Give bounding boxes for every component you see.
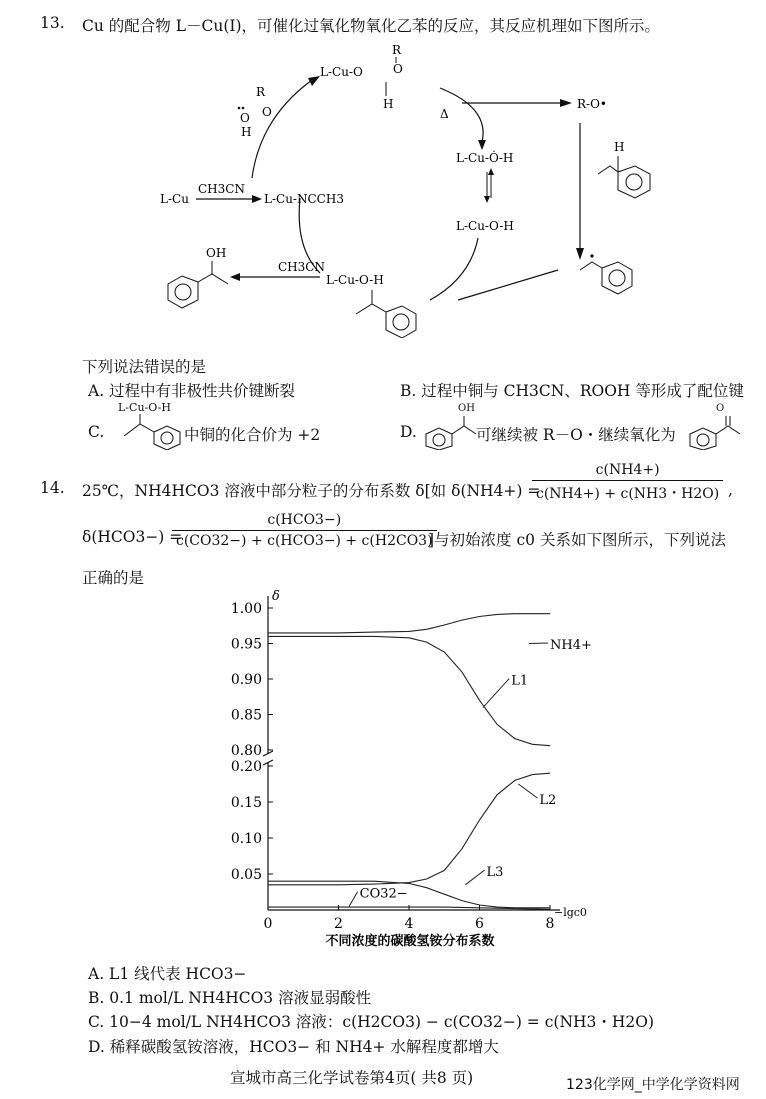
mech-lcu-oh: L-Cu-O-H [456,219,514,233]
x-tick-label: 6 [475,916,484,932]
y-tick-label: 0.05 [230,867,262,883]
q14-option-b[interactable]: B. 0.1 mol/L NH4HCO3 溶液显弱酸性 [88,989,372,1007]
series-label-leader [465,870,484,885]
q14-frac1-numerator: c(NH4+) [532,462,723,481]
q13-option-a[interactable]: A. 过程中有非极性共价键断裂 [88,382,296,400]
q14-option-a[interactable]: A. L1 线代表 HCO3− [88,965,247,983]
series-label-leader [349,892,358,907]
y-tick-label: 1.00 [230,601,262,617]
series-label: L2 [539,793,557,808]
q14-number: 14. [40,479,65,497]
mech-ch3cn-2: CH3CN [278,260,325,274]
x-tick-label: 0 [263,916,273,932]
mech-h-ethylbenzene: H [614,140,625,154]
q14-line3: 正确的是 [82,569,145,587]
q13-option-c-structure [118,414,188,450]
mech-ch3cn-1: CH3CN [198,182,245,196]
arrow-benzyl-to-complex [458,270,558,300]
y-tick-label: 0.15 [230,795,262,811]
q14-fraction-2 [172,512,437,549]
q14-frac1-denominator: c(NH4+) + c(NH3・H2O) [536,486,720,502]
chart-labels [231,589,592,932]
q14-comma: , [728,481,733,499]
mech-r-left: R [256,85,266,99]
mech-lcu-ncch3: L-Cu-NCCH3 [264,192,344,206]
q13-number: 13. [40,14,65,32]
chart-axes [263,596,560,910]
x-axis-label: −lgc0 [554,906,587,919]
series-label: L1 [511,673,529,689]
q14-option-c[interactable]: C. 10−4 mol/L NH4HCO3 溶液：c(H2CO3) − c(CO32−) = c(NH3・H2O) [88,1013,655,1031]
phenylethanol-structure [168,261,228,308]
q14-line2-tail: ]与初始浓度 c0 关系如下图所示，下列说法 [428,531,726,549]
y-tick-label: 0.20 [230,759,262,775]
mech-lcu-o-h-bottom: L-Cu-O-H [326,273,384,287]
y-tick-label: 0.10 [230,831,262,847]
series-label-leader [483,679,509,708]
mech-lcu-oh-radical: L-Cu-Ȯ-H [456,151,514,165]
q13-option-d-o: O [716,403,725,414]
mech-r-top: R [392,43,402,57]
mech-lcu: L-Cu [160,192,189,206]
benzyl-radical-structure [580,262,632,294]
q13-option-d-alcohol-structure [420,414,480,450]
q13-mechanism-diagram [140,38,700,338]
distribution-chart [220,588,600,958]
mech-h-top: H [383,97,394,111]
series-label: L3 [486,865,504,880]
watermark-text: 123化学网_中学化学资料网 [566,1077,740,1093]
q13-option-c-text: 中铜的化合价为 +2 [184,426,321,444]
x-tick-label: 2 [334,916,343,932]
q13-stem: Cu 的配合物 L－Cu(Ⅰ)，可催化过氧化物氧化乙苯的反应，其反应机理如下图所示。 [82,17,661,35]
q14-frac2-denominator: c(CO32−) + c(HCO3−) + c(H2CO3) [176,533,433,549]
series-line [268,636,550,745]
mech-oh-label: OH [206,246,227,260]
y-tick-label: 0.95 [230,636,262,653]
q14-fraction-1 [532,462,723,503]
q13-option-d-oh: OH [458,403,475,414]
mech-delta: Δ [440,107,449,121]
arrow-head [560,99,572,107]
q14-line2-lead: δ(HCO3−) = [82,528,183,546]
chart-title: 不同浓度的碳酸氢铵分布系数 [325,934,495,949]
y-axis-label: δ [272,589,280,604]
axis-break-mark [263,751,273,765]
page-footer: 宣城市高三化学试卷第4页( 共8 页) [230,1069,474,1087]
mech-lcu-o-top: L-Cu-O [320,65,363,79]
y-tick-label: 0.90 [230,672,262,688]
series-line [268,614,550,633]
q13-option-c-label[interactable]: C. [88,423,105,441]
chart-series [268,614,550,910]
q13-option-d-text: 可继续被 R－O・继续氧化为 [476,426,676,444]
mech-o-left2: O [240,111,250,125]
q13-option-d-ketone-structure [684,414,748,450]
q14-option-d[interactable]: D. 稀释碳酸氢铵溶液，HCO3− 和 NH4+ 水解程度都增大 [88,1038,499,1056]
q14-frac2-numerator: c(HCO3−) [172,512,437,531]
x-tick-label: 8 [545,916,555,932]
ethylbenzene-structure [598,156,650,198]
series-label: CO32− [359,886,408,902]
q13-option-d-label[interactable]: D. [400,423,417,441]
series-label-leader [518,784,537,798]
q13-option-b[interactable]: B. 过程中铜与 CH3CN、ROOH 等形成了配位键 [400,382,744,400]
mech-ro-radical: R-O• [577,97,608,111]
mech-h-left: H [241,125,252,139]
x-tick-label: 4 [404,916,414,932]
phenylethoxy-structure [356,290,416,338]
series-label: NH4+ [550,638,592,654]
y-tick-label: 0.85 [230,707,262,724]
q13-option-c-struct: L-Cu-O-H [118,401,171,414]
mech-o-top: O [393,62,403,76]
q14-line1: 25℃，NH4HCO3 溶液中部分粒子的分布系数 δ[如 δ(NH4+) = [82,482,541,500]
mech-o-left: O [262,105,272,119]
q13-prompt: 下列说法错误的是 [82,358,207,376]
y-tick-label: 0.80 [230,743,262,759]
series-line [268,773,550,885]
